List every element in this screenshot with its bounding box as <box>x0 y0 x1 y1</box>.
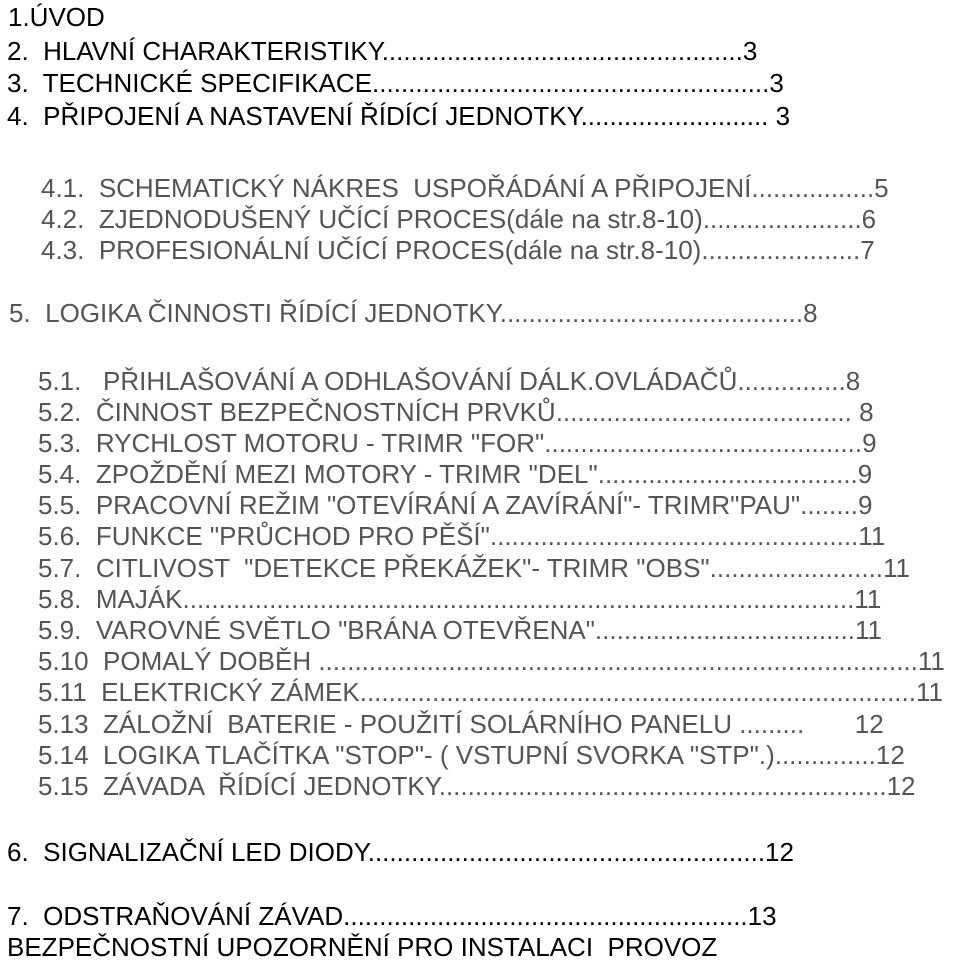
toc-entry-5-1: 5.1. PŘIHLAŠOVÁNÍ A ODHLAŠOVÁNÍ DÁLK.OVLÁDAČŮ...............8 <box>38 366 861 396</box>
toc-entry-5-11: 5.11 ELEKTRICKÝ ZÁMEK.............................................................................11 <box>38 677 943 707</box>
toc-entry-4: 4. PŘIPOJENÍ A NASTAVENÍ ŘÍDÍCÍ JEDNOTKY.......................... 3 <box>7 101 791 131</box>
toc-entry-1: 1.ÚVOD <box>8 2 105 32</box>
toc-entry-5-2: 5.2. ČINNOST BEZPEČNOSTNÍCH PRVKŮ......................................... 8 <box>38 397 874 427</box>
toc-entry-4-1: 4.1. SCHEMATICKÝ NÁKRES USPOŘÁDÁNÍ A PŘIPOJENÍ.................5 <box>41 173 889 203</box>
toc-entry-5-15: 5.15 ZÁVADA ŘÍDÍCÍ JEDNOTKY..............................................................12 <box>38 771 916 801</box>
toc-entry-6: 6. SIGNALIZAČNÍ LED DIODY.......................................................12 <box>7 837 794 867</box>
toc-entry-5: 5. LOGIKA ČINNOSTI ŘÍDÍCÍ JEDNOTKY..........................................8 <box>9 298 818 328</box>
toc-entry-2: 2. HLAVNÍ CHARAKTERISTIKY..................................................3 <box>7 36 758 66</box>
toc-entry-5-7: 5.7. CITLIVOST "DETEKCE PŘEKÁŽEK"- TRIMR "OBS"........................11 <box>38 553 911 583</box>
toc-entry-5-6: 5.6. FUNKCE "PRŮCHOD PRO PĚŠÍ"...................................................11 <box>38 521 886 551</box>
toc-entry-4-2: 4.2. ZJEDNODUŠENÝ UČÍCÍ PROCES(dále na str.8-10)......................6 <box>41 204 877 234</box>
toc-entry-3: 3. TECHNICKÉ SPECIFIKACE.......................................................3 <box>7 68 784 98</box>
toc-entry-5-9: 5.9. VAROVNÉ SVĚTLO "BRÁNA OTEVŘENA"....................................11 <box>38 615 882 645</box>
toc-entry-5-13: 5.13 ZÁLOŽNÍ BATERIE - POUŽITÍ SOLÁRNÍHO PANELU ......... 12 <box>38 709 884 739</box>
toc-entry-5-10: 5.10 POMALÝ DOBĚH ...................................................................................11 <box>38 646 945 676</box>
toc-entry-4-3: 4.3. PROFESIONÁLNÍ UČÍCÍ PROCES(dále na str.8-10)......................7 <box>41 235 875 265</box>
toc-entry-5-5: 5.5. PRACOVNÍ REŽIM "OTEVÍRÁNÍ A ZAVÍRÁNÍ"- TRIMR"PAU"........9 <box>38 490 873 520</box>
toc-entry-5-14: 5.14 LOGIKA TLAČÍTKA "STOP"- ( VSTUPNÍ SVORKA "STP".)..............12 <box>38 740 905 770</box>
toc-entry-7: 7. ODSTRAŇOVÁNÍ ZÁVAD........................................................13 <box>7 901 777 931</box>
toc-entry-5-8: 5.8. MAJÁK.............................................................................................11 <box>38 584 882 614</box>
toc-entry-5-4: 5.4. ZPOŽDĚNÍ MEZI MOTORY - TRIMR "DEL"....................................9 <box>38 459 873 489</box>
toc-entry-5-3: 5.3. RYCHLOST MOTORU - TRIMR "FOR"............................................9 <box>38 428 877 458</box>
toc-entry-safety: BEZPEČNOSTNÍ UPOZORNĚNÍ PRO INSTALACI PROVOZ <box>7 932 718 962</box>
